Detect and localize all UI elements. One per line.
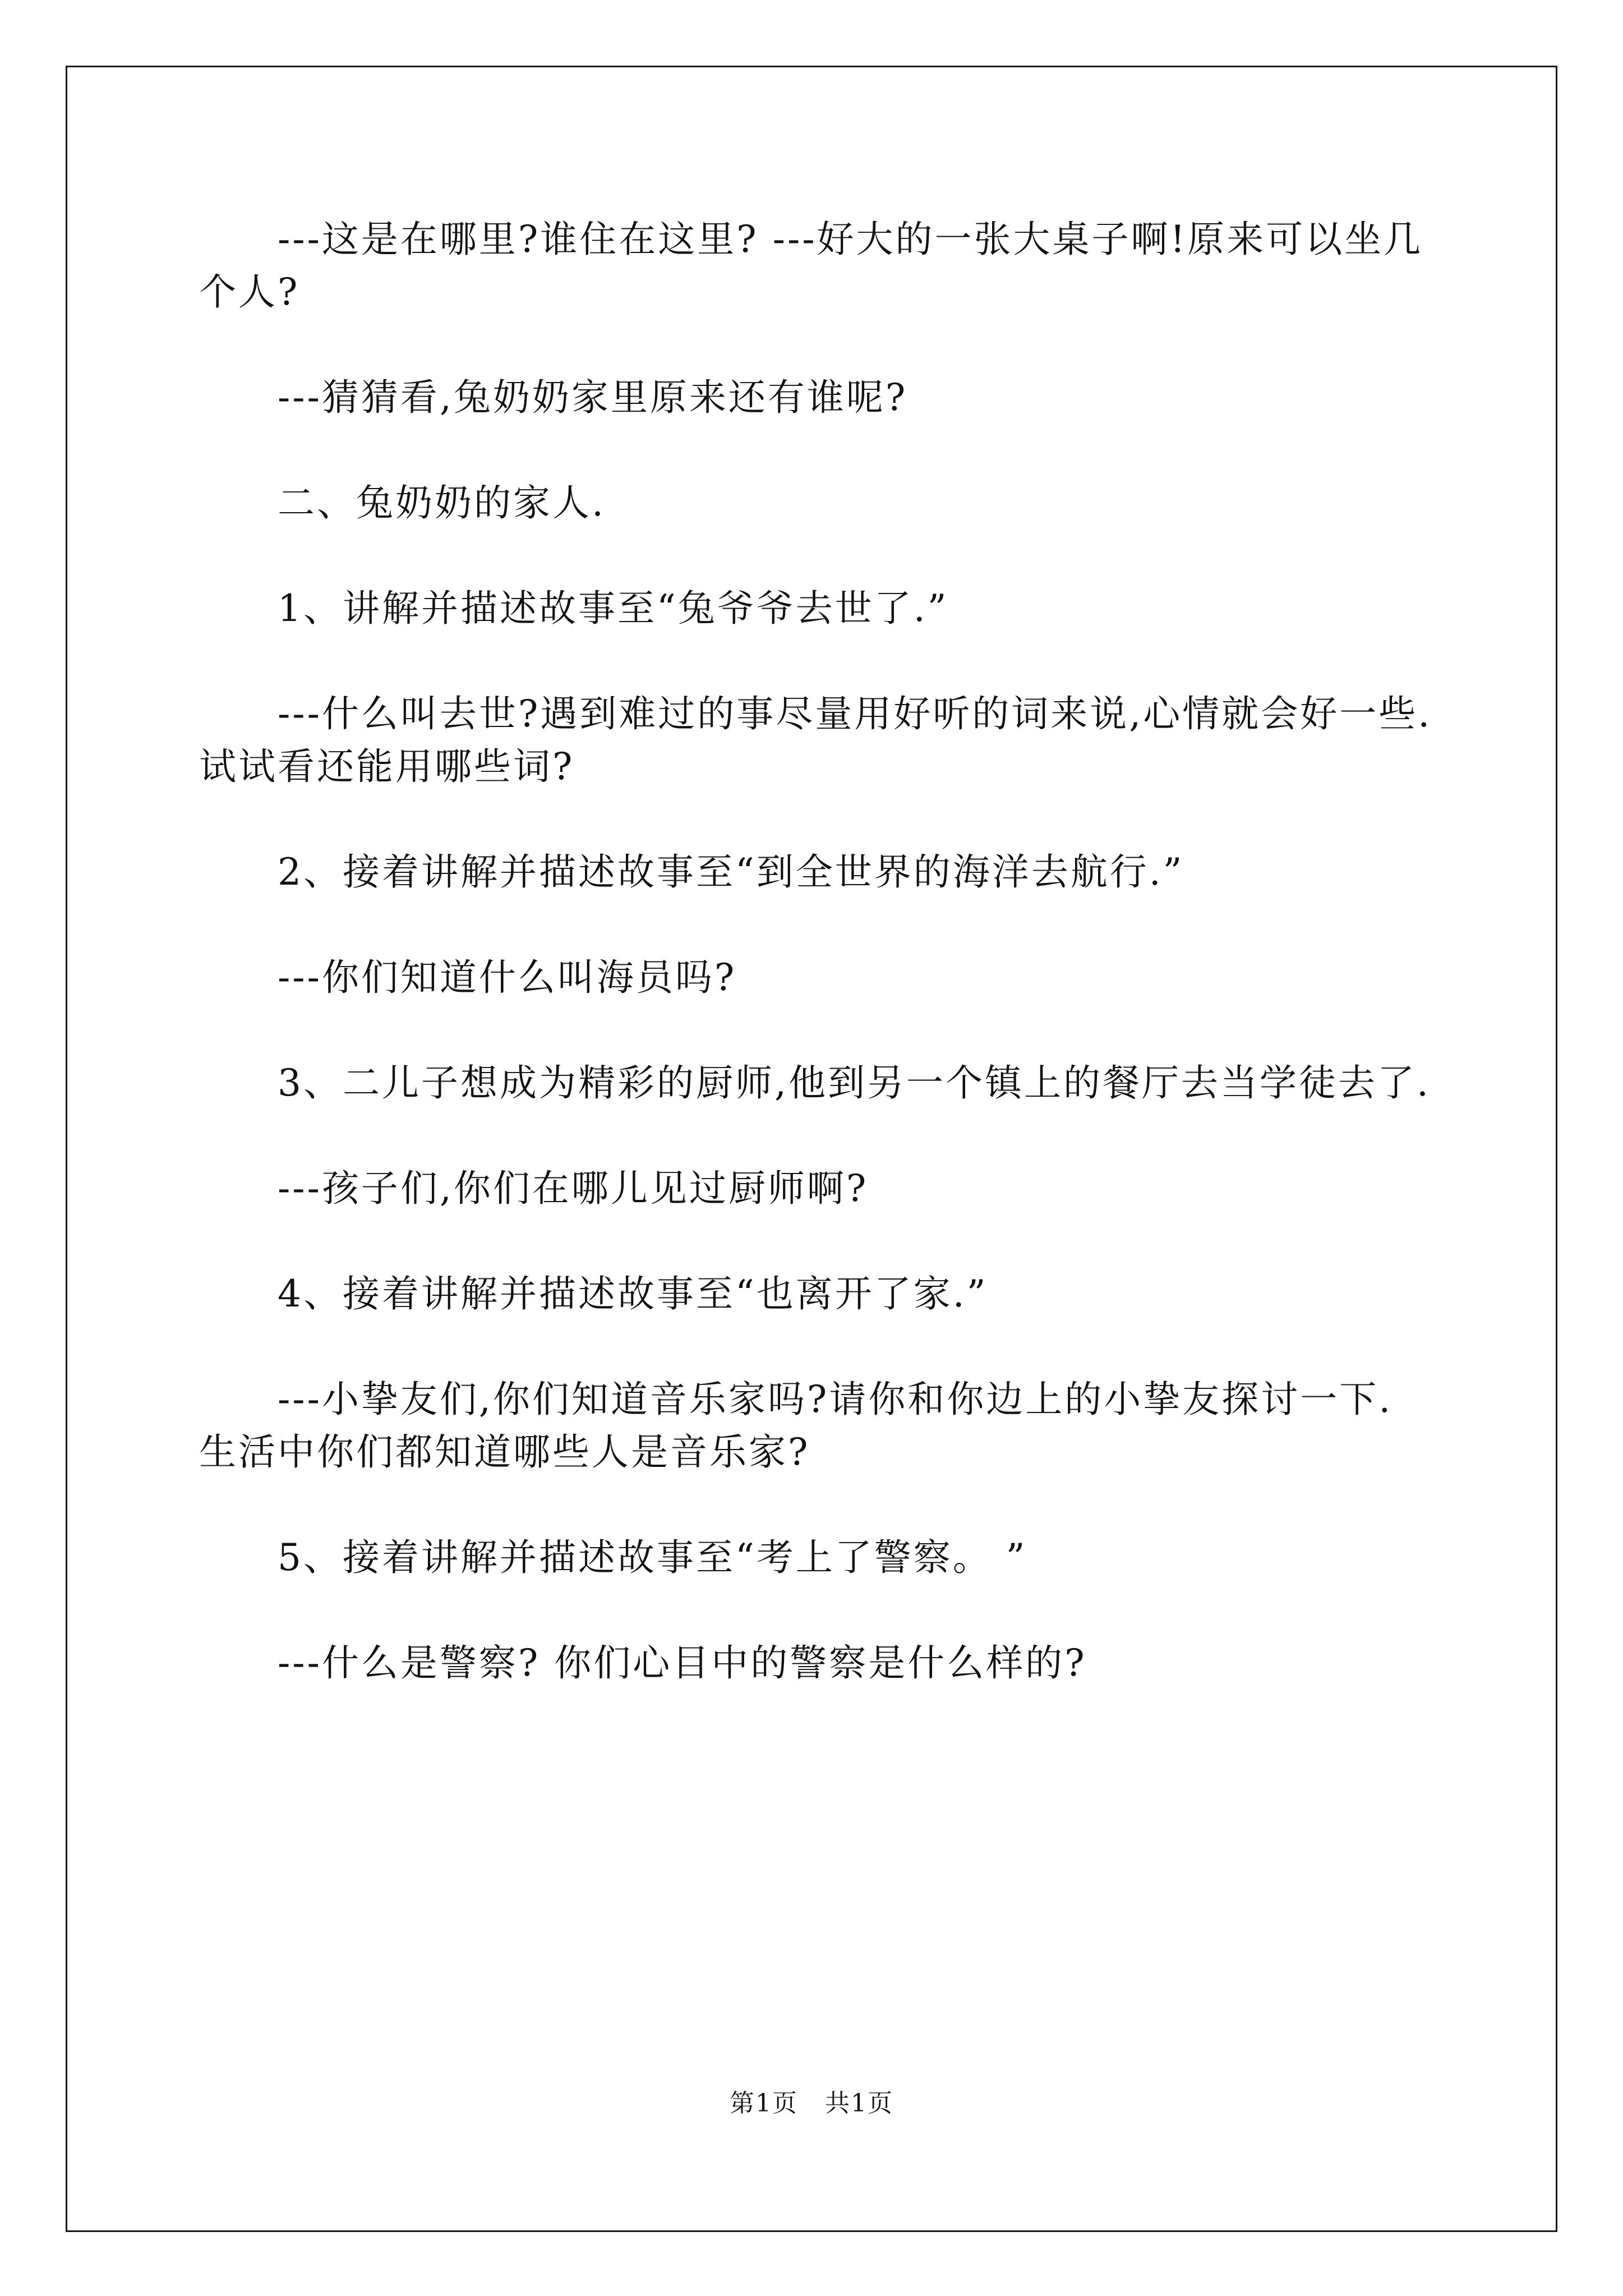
paragraph-7: ---你们知道什么叫海员吗? bbox=[278, 956, 737, 999]
paragraph-8: 3、二儿子想成为精彩的厨师,他到另一个镇上的餐厅去当学徒去了. bbox=[278, 1061, 1431, 1105]
paragraph-4: 1、讲解并描述故事至“兔爷爷去世了.” bbox=[278, 587, 949, 630]
paragraph-9: ---孩子们,你们在哪儿见过厨师啊? bbox=[278, 1167, 869, 1210]
paragraph-2: ---猜猜看,兔奶奶家里原来还有谁呢? bbox=[278, 376, 908, 419]
paragraph-5: ---什么叫去世?遇到难过的事尽量用好听的词来说,心情就会好一些.试试看还能用哪些词? bbox=[199, 692, 1432, 788]
page-number: 第1页 bbox=[730, 2089, 798, 2118]
paragraph-11: ---小挚友们,你们知道音乐家吗?请你和你边上的小挚友探讨一下. 生活中你们都知道哪些人是音乐家? bbox=[199, 1378, 1393, 1474]
document-body bbox=[199, 213, 1433, 1742]
paragraph-10: 4、接着讲解并描述故事至“也离开了家.” bbox=[278, 1272, 988, 1315]
page-footer bbox=[0, 2087, 1623, 2120]
paragraph-12: 5、接着讲解并描述故事至“考上了警察。 ” bbox=[278, 1536, 1027, 1579]
paragraph-1: ---这是在哪里?谁住在这里? ---好大的一张大桌子啊!原来可以坐几个人? bbox=[199, 218, 1423, 314]
paragraph-6: 2、接着讲解并描述故事至“到全世界的海洋去航行.” bbox=[278, 850, 1184, 894]
page-total: 共1页 bbox=[825, 2089, 893, 2118]
section-heading: 二、兔奶奶的家人. bbox=[278, 481, 606, 524]
paragraph-13: ---什么是警察? 你们心目中的警察是什么样的? bbox=[278, 1641, 1087, 1685]
